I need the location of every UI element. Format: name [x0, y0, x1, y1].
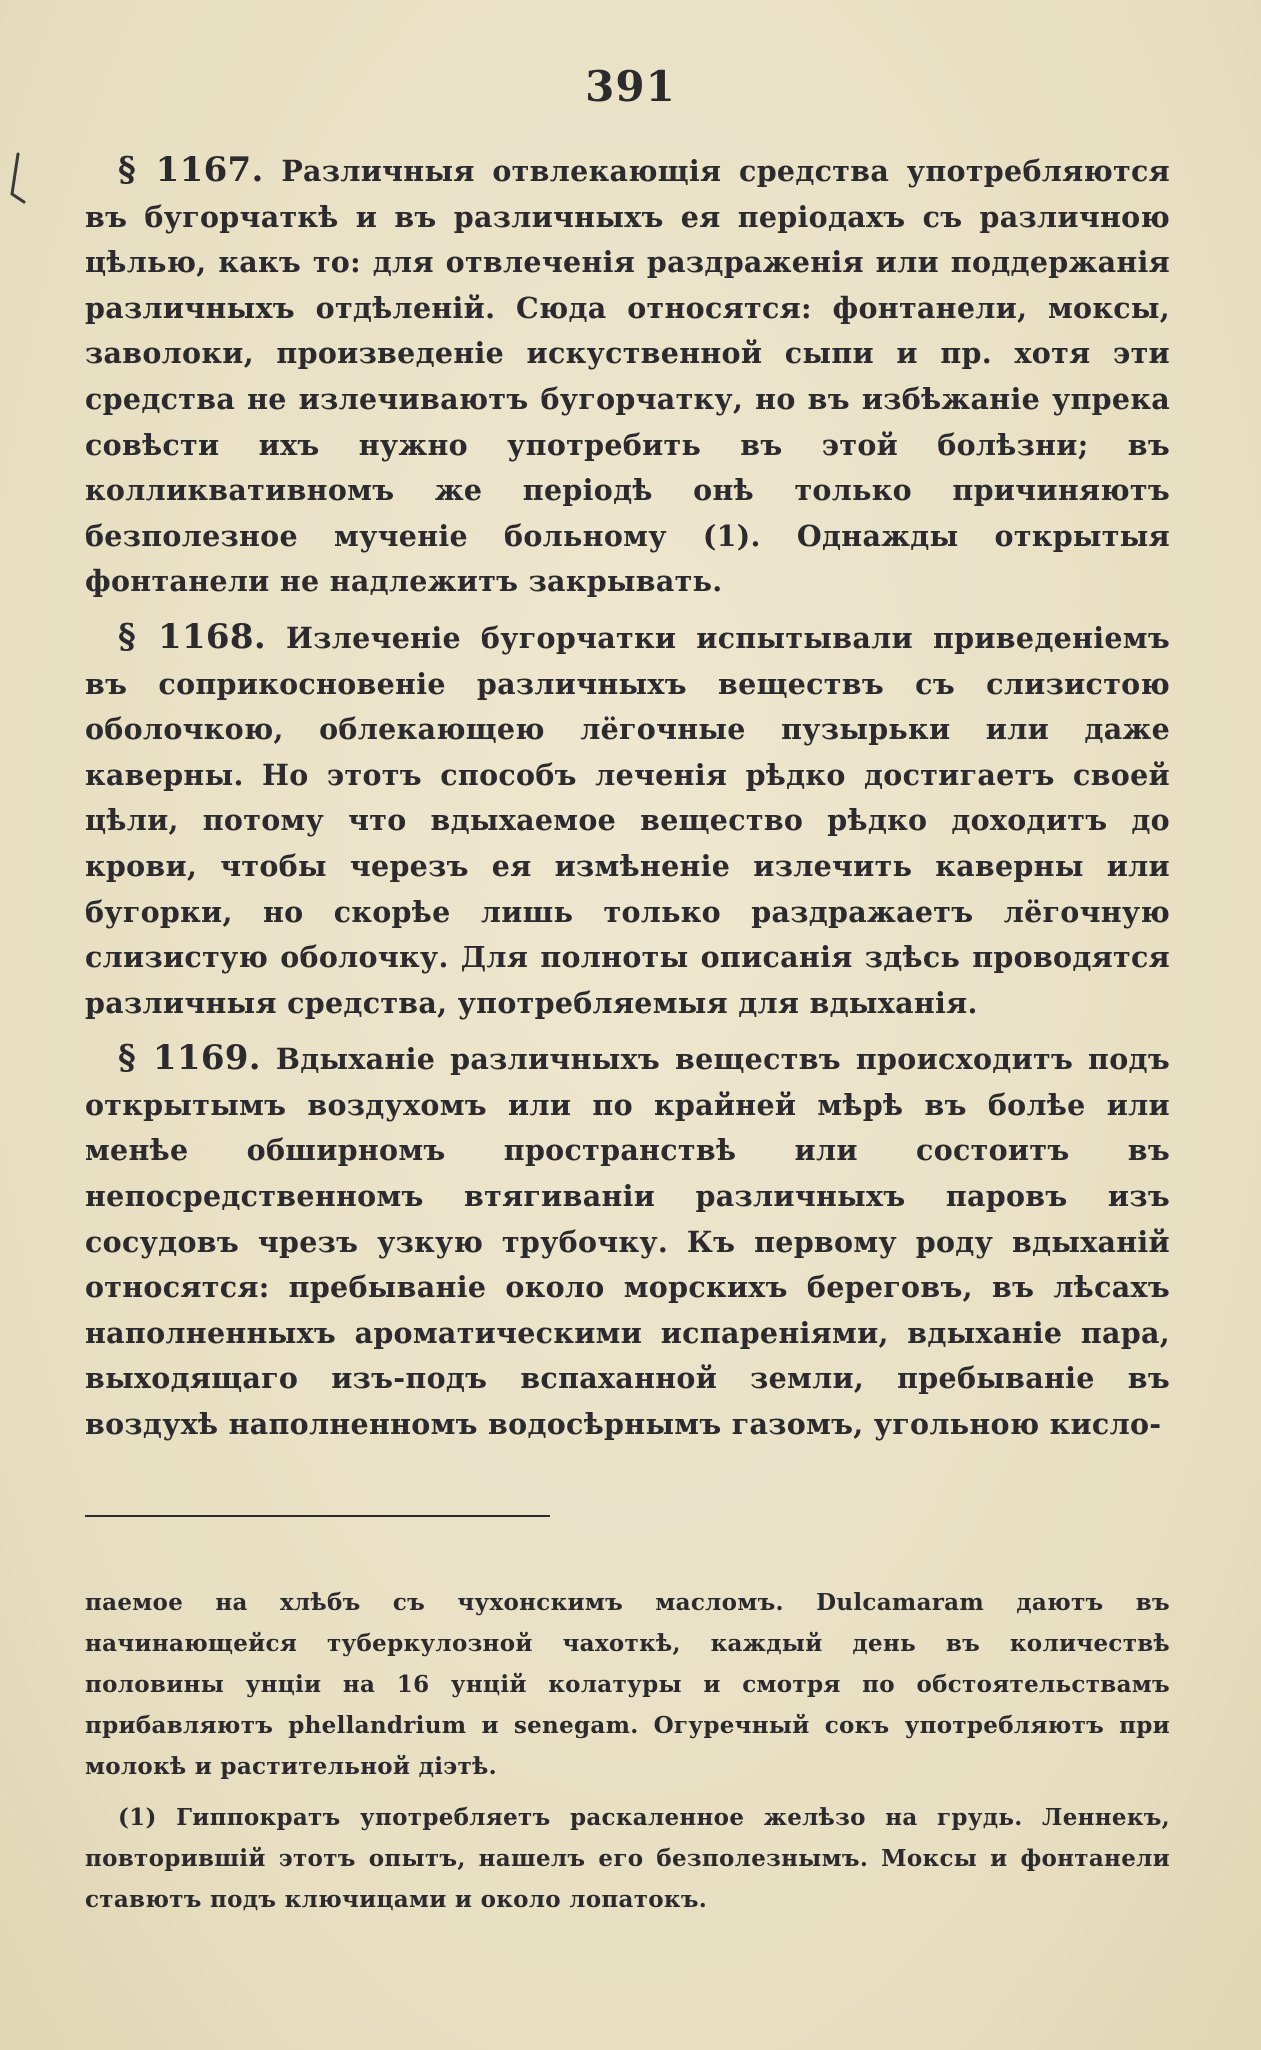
section-number: § 1167. — [118, 150, 264, 190]
paragraph-text: Излеченіе бугорчатки испытывали приведеніемъ въ соприкосновеніе различныхъ веществъ съ слизистою оболочкою, облекающею лёгочные пузырьки или даже каверны. Но этотъ способъ леченія рѣдко достигаетъ своей цѣли, потому что вдыхаемое вещество рѣдко доходитъ до крови, чтобы черезъ ея измѣненіе излечить каверны или бугорки, но скорѣе лишь только раздражаетъ лёгочную слизистую оболочку. Для полноты описанія здѣсь проводятся различныя средства, употребляемыя для вдыханія. — [85, 620, 1171, 1020]
paragraph-1167 — [85, 148, 1170, 605]
paragraph-1168 — [85, 615, 1170, 1026]
footnotes — [85, 1582, 1170, 1920]
section-number: § 1169. — [118, 1038, 261, 1079]
margin-pencil-mark — [4, 150, 28, 206]
main-text — [85, 148, 1170, 1448]
paragraph-1169 — [85, 1036, 1170, 1447]
footnote-text: Гиппократъ употребляетъ раскаленное желѣзо на грудь. Леннекъ, повторившій этотъ опытъ, нашелъ его безполезнымъ. Моксы и фонтанели ставютъ подъ ключицами и около лопатокъ. — [85, 1804, 1170, 1913]
paragraph-text: Вдыханіе различныхъ веществъ происходитъ подъ открытымъ воздухомъ или по крайней мѣрѣ въ болѣе или менѣе обширномъ пространствѣ или состоитъ въ непосредственномъ втягиваніи различныхъ паровъ изъ сосудовъ чрезъ узкую трубочку. Къ первому роду вдыханій относятся: пребываніе около морскихъ береговъ, въ лѣсахъ наполненныхъ ароматическими испареніями, вдыханіе пара, выходящаго изъ-подъ вспаханной земли, пребываніе въ воздухѣ наполненномъ водосѣрнымъ газомъ, угольною кисло- — [85, 1042, 1170, 1442]
footnote-continuation: паемое на хлѣбъ съ чухонскимъ масломъ. Dulcamaram даютъ въ начинающейся туберкулозной чахоткѣ, каждый день въ количествѣ половины унціи на 16 унцій колатуры и смотря по обстоятельствамъ прибавляютъ phellandrium и senegam. Огуречный сокъ употребляютъ при молокѣ и растительной діэтѣ. — [85, 1589, 1170, 1780]
footnote-divider — [85, 1515, 550, 1517]
section-number: § 1168. — [118, 616, 266, 657]
page-number: 391 — [585, 62, 676, 111]
paragraph-text: Различныя отвлекающія средства употребляются въ бугорчаткѣ и въ различныхъ ея періодахъ съ различною цѣлью, какъ то: для отвлеченія раздраженія или поддержанія различныхъ отдѣленій. Сюда относятся: фонтанели, моксы, заволоки, произведеніе искуственной сыпи и пр. хотя эти средства не излечиваютъ бугорчатку, но въ избѣжаніе упрека совѣсти ихъ нужно употребить въ этой болѣзни; въ колликвативномъ же періодѣ онѣ только причиняютъ безполезное мученіе больному (1). Однажды открытыя фонтанели не надлежитъ закрывать. — [85, 154, 1170, 599]
footnote-1 — [85, 1797, 1170, 1920]
footnote-marker: (1) — [118, 1804, 157, 1831]
